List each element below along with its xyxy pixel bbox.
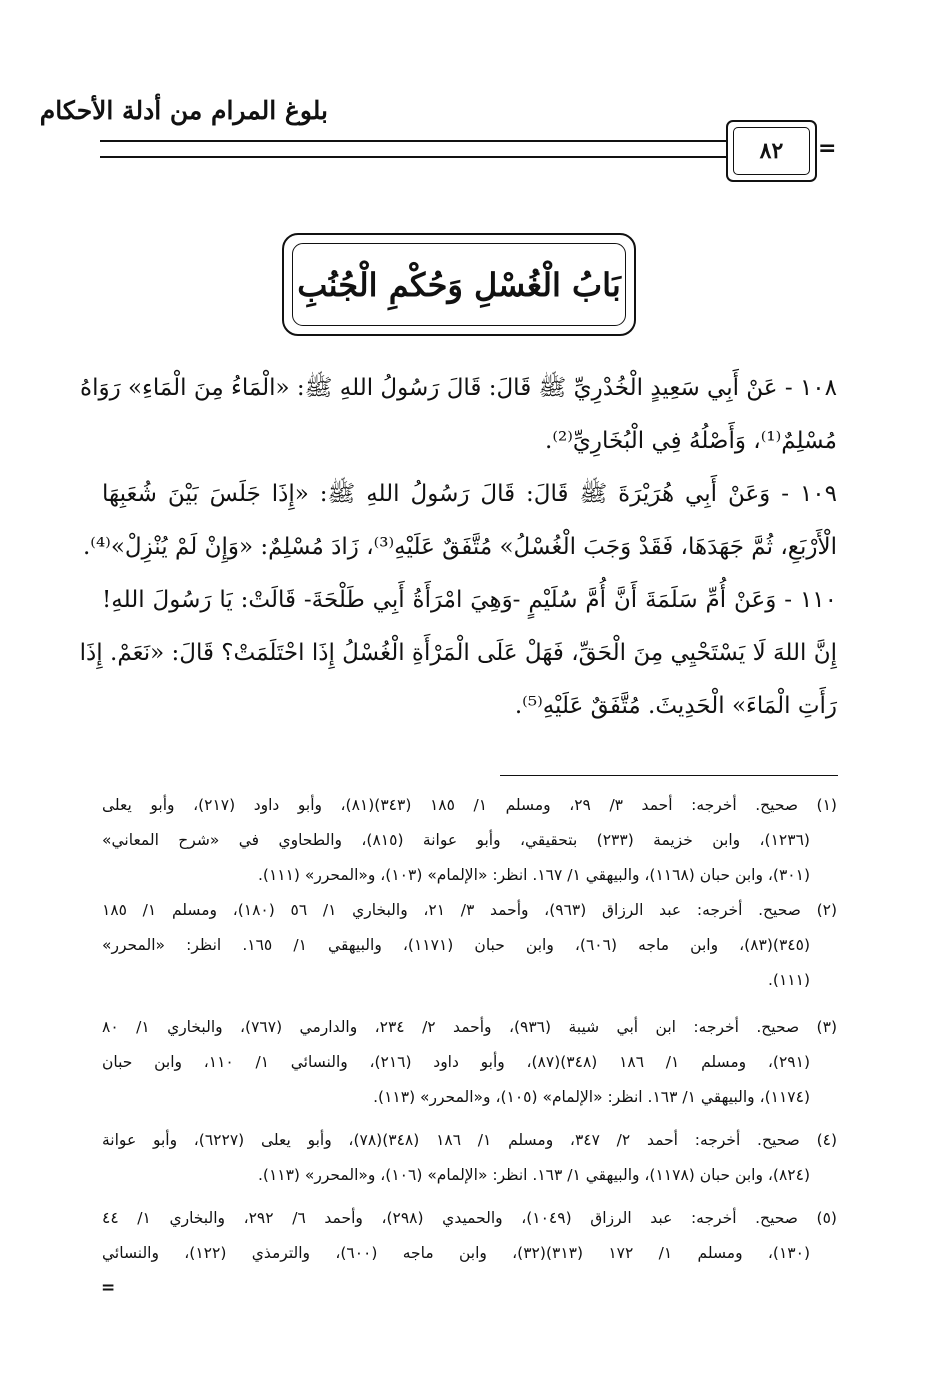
chapter-heading-frame bbox=[282, 233, 636, 336]
footnote-line: (٢٩١)، ومسلم ١/ ١٨٦ (٣٤٨)(٨٧)، وأبو داود (٢١٦)، والنسائي ١/ ١١٠، وابن حبان bbox=[102, 1053, 810, 1071]
hadith-line: ١١٠ - وَعَنْ أُمِّ سَلَمَةَ أَنَّ أُمَّ سُلَيْمٍ -وَهِيَ امْرَأَةُ أَبِي طَلْحَةَ- قَالَتْ: يَا رَسُولَ اللهِ! bbox=[102, 587, 837, 613]
footnote-line: (٣) صحيح. أخرجه: ابن أبي شيبة (٩٣٦)، وأحمد ٢/ ٢٣٤، والدارمي (٧٦٧)، والبخاري ١/ ٨٠ bbox=[102, 1018, 837, 1036]
footnote-line: (١١٧٤)، والبيهقي ١/ ١٦٣. انظر: «الإلمام» (١٠٥)، و«المحرر» (١١٣). bbox=[373, 1088, 810, 1106]
page-number-box bbox=[726, 120, 817, 182]
equals-mark: = bbox=[818, 136, 837, 161]
chapter-heading-inner-frame bbox=[292, 243, 626, 326]
header-rule-bottom bbox=[100, 156, 726, 158]
footnote-line: (١٢٣٦)، وابن خزيمة (٢٣٣) بتحقيقي، وأبو عوانة (٨١٥)، والطحاوي في «شرح المعاني» bbox=[102, 831, 810, 849]
hadith-line: ١٠٩ - وَعَنْ أَبِي هُرَيْرَةَ ﷺ قَالَ: قَالَ رَسُولُ اللهِ ﷺ: «إِذَا جَلَسَ بَيْنَ شُعَبِهَا bbox=[102, 481, 837, 507]
hadith-line: ١٠٨ - عَنْ أَبِي سَعِيدٍ الْخُدْرِيِّ ﷺ قَالَ: قَالَ رَسُولُ اللهِ ﷺ: «الْمَاءُ مِنَ الْمَاءِ» رَوَاهُ bbox=[80, 375, 837, 401]
book-title: بلوغ المرام من أدلة الأحكام bbox=[39, 96, 328, 125]
page-number: ٨٢ bbox=[733, 127, 810, 175]
header-rule-top bbox=[100, 140, 726, 142]
chapter-title: بَابُ الْغُسْلِ وَحُكْمِ الْجُنُبِ bbox=[297, 265, 621, 304]
footnote-separator bbox=[500, 775, 838, 776]
footnote-line: (٨٢٤)، وابن حبان (١١٧٨)، والبيهقي ١/ ١٦٣. انظر: «الإلمام» (١٠٦)، و«المحرر» (١١٣). bbox=[257, 1166, 810, 1184]
hadith-line: رَأَتِ الْمَاءَ» الْحَدِيثَ. مُتَّفَقٌ عَلَيْهِ⁽⁵⁾. bbox=[514, 693, 837, 719]
footnote-line: (١١١). bbox=[767, 971, 810, 989]
footnote-line: (٣٤٥)(٨٣)، وابن ماجه (٦٠٦)، وابن حبان (١١٧١)، والبيهقي ١/ ١٦٥. انظر: «المحرر» bbox=[102, 936, 811, 954]
hadith-line: إِنَّ اللهَ لَا يَسْتَحْيِي مِنَ الْحَقِّ، فَهَلْ عَلَى الْمَرْأَةِ الْغُسْلُ إِذَا احْتَلَمَتْ؟ قَالَ: «نَعَمْ. إِذَا bbox=[79, 640, 837, 666]
footnote-line: (٤) صحيح. أخرجه: أحمد ٢/ ٣٤٧، ومسلم ١/ ١٨٦ (٣٤٨)(٧٨)، وأبو يعلى (٦٢٢٧)، وأبو عوانة bbox=[102, 1131, 838, 1149]
hadith-line: الْأَرْبَعِ، ثُمَّ جَهَدَهَا، فَقَدْ وَجَبَ الْغُسْلُ» مُتَّفَقٌ عَلَيْهِ⁽³⁾، زَادَ مُسْلِمٌ: «وَإِنْ لَمْ يُنْزِلْ»⁽⁴⁾. bbox=[82, 534, 837, 560]
hadith-line: مُسْلِمٌ⁽¹⁾، وَأَصْلُهُ فِي الْبُخَارِيِّ⁽²⁾. bbox=[545, 428, 837, 454]
footnote-line: (١٣٠)، ومسلم ١/ ١٧٢ (٣١٣)(٣٢)، وابن ماجه (٦٠٠)، والترمذي (١٢٢)، والنسائي bbox=[102, 1244, 811, 1262]
continuation-mark: = bbox=[101, 1278, 116, 1298]
footnote-line: (٣٠١)، وابن حبان (١١٦٨)، والبيهقي ١/ ١٦٧. انظر: «الإلمام» (١٠٣)، و«المحرر» (١١١). bbox=[257, 866, 810, 884]
footnote-line: (٥) صحيح. أخرجه: عبد الرزاق (١٠٤٩)، والحميدي (٢٩٨)، وأحمد ٦/ ٢٩٢، والبخاري ١/ ٤٤ bbox=[102, 1209, 837, 1227]
footnote-line: (٢) صحيح. أخرجه: عبد الرزاق (٩٦٣)، وأحمد ٣/ ٢١، والبخاري ١/ ٥٦ (١٨٠)، ومسلم ١/ ١٨٥ bbox=[102, 901, 838, 919]
footnote-line: (١) صحيح. أخرجه: أحمد ٣/ ٢٩، ومسلم ١/ ١٨٥ (٣٤٣)(٨١)، وأبو داود (٢١٧)، وأبو يعلى bbox=[102, 796, 837, 814]
